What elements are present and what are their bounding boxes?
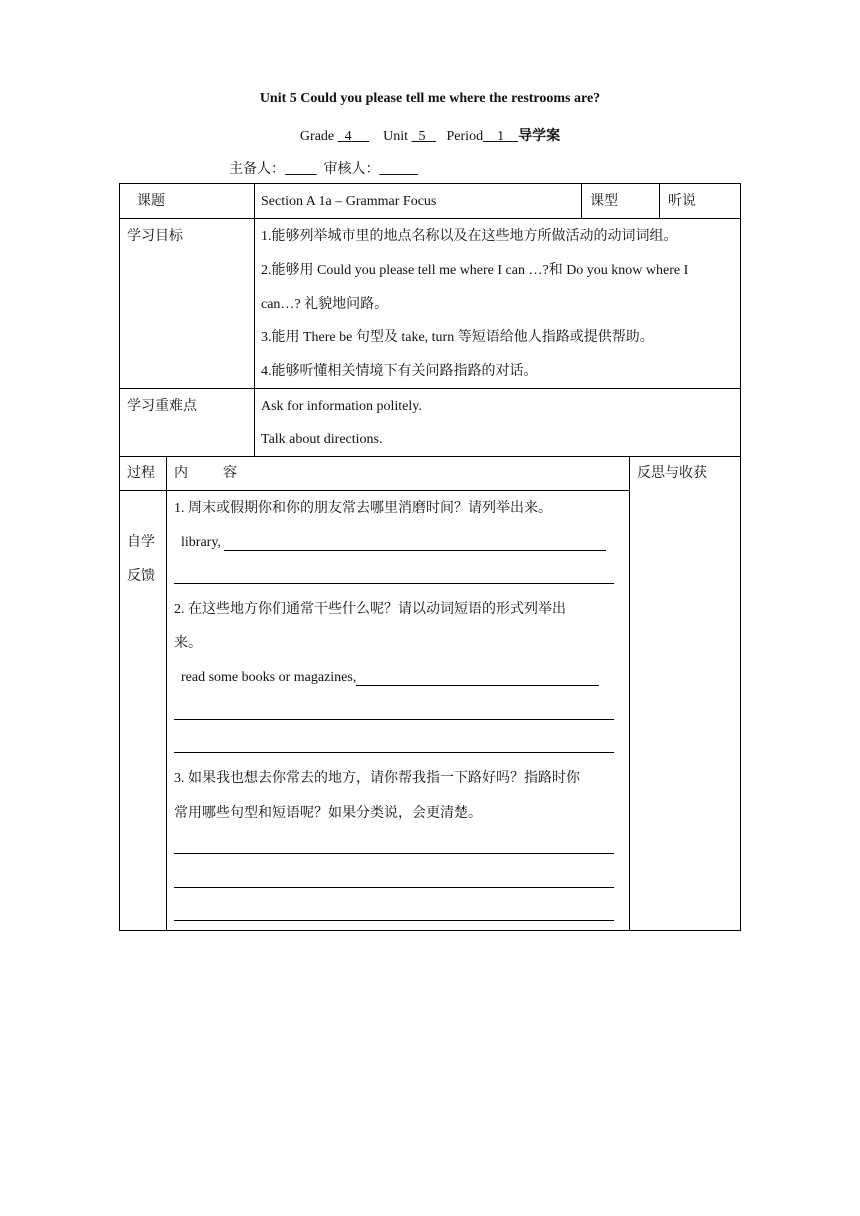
page-title: Unit 5 Could you please tell me where the restrooms are? bbox=[259, 91, 601, 106]
answer-blank[interactable] bbox=[174, 752, 614, 753]
objective-item: 1.能够列举城市里的地点名称以及在这些地方所做活动的动词词组。 bbox=[261, 229, 678, 244]
process-label: 过程 bbox=[127, 466, 155, 481]
answer-blank[interactable] bbox=[174, 920, 614, 921]
question-2-example: read some books or magazines, bbox=[181, 670, 357, 685]
topic-label: 课题 bbox=[137, 194, 165, 209]
grade-line bbox=[0, 125, 860, 145]
unit-value: 5 bbox=[418, 129, 426, 144]
answer-blank[interactable] bbox=[356, 670, 599, 686]
key-point-item: Talk about directions. bbox=[261, 432, 383, 447]
topic-value: Section A 1a – Grammar Focus bbox=[261, 194, 437, 209]
grade-value: 4 bbox=[344, 129, 352, 144]
question-1-answer-line bbox=[181, 534, 606, 551]
content-label: 内 容 bbox=[174, 466, 237, 481]
question-2-line-1: 2. 在这些地方你们通常干些什么呢？请以动词短语的形式列举出 bbox=[174, 602, 566, 617]
grade-label: Grade bbox=[299, 129, 335, 144]
question-1: 1. 周末或假期你和你的朋友常去哪里消磨时间？请列举出来。 bbox=[174, 501, 552, 516]
key-point-item: Ask for information politely. bbox=[261, 399, 422, 414]
reflection-label: 反思与收获 bbox=[637, 466, 707, 481]
question-2-answer-line bbox=[181, 669, 599, 686]
reviewer-blank bbox=[380, 162, 419, 177]
question-3-line-2: 常用哪些句型和短语呢？如果分类说，会更清楚。 bbox=[174, 806, 482, 821]
answer-blank[interactable] bbox=[174, 887, 614, 888]
type-label: 课型 bbox=[590, 194, 618, 209]
answer-blank[interactable] bbox=[174, 719, 614, 720]
objective-item: 4.能够听懂相关情境下有关问路指路的对话。 bbox=[261, 364, 538, 379]
preparer-line bbox=[229, 158, 418, 178]
self-study-label-1: 自学 bbox=[127, 535, 155, 550]
answer-blank[interactable] bbox=[174, 853, 614, 854]
unit-label: Unit bbox=[383, 129, 409, 144]
type-value: 听说 bbox=[668, 194, 696, 209]
question-2-line-2: 来。 bbox=[174, 636, 202, 651]
question-3-line-1: 3. 如果我也想去你常去的地方，请你帮我指一下路好吗？指路时你 bbox=[174, 771, 580, 786]
answer-blank[interactable] bbox=[174, 583, 614, 584]
objective-item: can…? 礼貌地问路。 bbox=[261, 297, 389, 312]
key-points-label: 学习重难点 bbox=[127, 399, 197, 414]
answer-blank[interactable] bbox=[224, 535, 606, 551]
author-blank bbox=[285, 162, 317, 177]
period-value: 1 bbox=[497, 129, 505, 144]
objectives-label: 学习目标 bbox=[127, 229, 183, 244]
self-study-label-2: 反馈 bbox=[127, 569, 155, 584]
guide-suffix: 导学案 bbox=[518, 129, 561, 144]
question-1-example: library, bbox=[181, 535, 221, 550]
reviewer-label: 审核人： bbox=[323, 162, 380, 177]
author-label: 主备人： bbox=[229, 162, 285, 177]
objective-item: 3.能用 There be 句型及 take, turn 等短语给他人指路或提供帮助。 bbox=[261, 330, 654, 345]
objective-item: 2.能够用 Could you please tell me where I can …?和 Do you know where I bbox=[261, 263, 689, 278]
period-label: Period bbox=[446, 129, 484, 144]
